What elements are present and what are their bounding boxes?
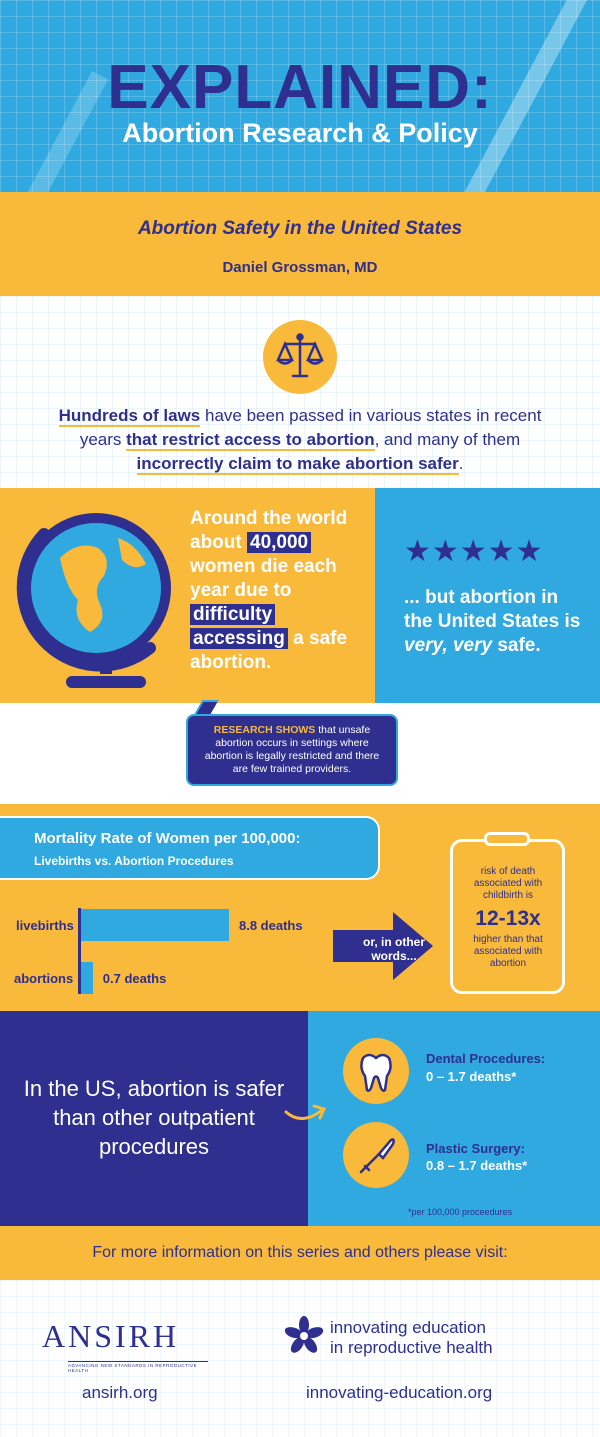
footer-logos [0, 1280, 600, 1437]
plastic-title: Plastic Surgery: [426, 1141, 525, 1156]
bar-abortions [81, 962, 93, 994]
author-name: Daniel Grossman, MD [222, 259, 378, 276]
ie-line-1: innovating education [330, 1318, 486, 1337]
risk-text-2: higher than that associated with abortion [473, 934, 543, 969]
global-text-1: Around the world about [190, 508, 348, 553]
laws-text-2: , and many of them [374, 430, 521, 449]
ie-logo-text [330, 1318, 493, 1358]
intro-band [0, 192, 600, 296]
ansirh-link[interactable]: ansirh.org [82, 1383, 158, 1402]
laws-paragraph [40, 404, 560, 476]
bar-livebirths [81, 909, 229, 941]
ansirh-tagline: ADVANCING NEW STANDARDS IN REPRODUCTIVE HEALTH [68, 1361, 208, 1371]
category-label-livebirths: livebirths [16, 918, 74, 933]
five-star-icon: ★★★★★ [404, 535, 544, 568]
arrow-text: or, in other words... [362, 935, 425, 963]
laws-text-3: . [458, 454, 464, 473]
chart-subtitle: Livebirths vs. Abortion Procedures [34, 854, 234, 868]
difficulty-highlight: difficulty [190, 604, 275, 625]
footer-visit-text: For more information on this series and others please visit: [92, 1244, 508, 1261]
mortality-label-box [0, 816, 380, 880]
topic-title: Abortion Safety in the United States [137, 218, 463, 239]
globe-icon [0, 488, 190, 703]
risk-text-1: risk of death associated with childbirth is [473, 866, 543, 901]
scalpel-icon [343, 1122, 409, 1188]
risk-multiplier: 12-13x [475, 907, 541, 930]
value-label-abortions: 0.7 deaths [102, 971, 167, 986]
laws-highlight-3: incorrectly claim to make abortion safer [136, 454, 459, 473]
flower-icon [284, 1316, 324, 1356]
research-lead: RESEARCH SHOWS [213, 724, 316, 736]
value-label-livebirths: 8.8 deaths [239, 918, 303, 933]
dental-value: 0 – 1.7 deaths* [426, 1069, 517, 1084]
page-title: EXPLAINED: [107, 53, 493, 122]
ie-line-2: in reproductive health [330, 1338, 493, 1357]
page-subtitle: Abortion Research & Policy [122, 118, 478, 148]
ie-link[interactable]: innovating-education.org [306, 1383, 493, 1402]
category-label-abortions: abortions [14, 971, 74, 986]
outpatient-text: In the US, abortion is safer than other outpatient procedures [23, 1076, 285, 1159]
curved-arrow-icon [284, 1100, 330, 1124]
global-text-3: a safe abortion. [190, 628, 348, 673]
global-deaths-text [190, 507, 365, 675]
accessing-highlight: accessing [190, 628, 288, 649]
laws-text-1: have been passed in various states in recent years [79, 406, 542, 449]
ansirh-logo: ANSIRH [42, 1318, 180, 1354]
laws-highlight-2: that restrict access to abortion [126, 430, 375, 449]
us-safe-emphasis: very, very [404, 635, 493, 656]
footnote: *per 100,000 proceedures [408, 1207, 513, 1217]
tooth-icon [343, 1038, 409, 1104]
dental-title: Dental Procedures: [426, 1051, 546, 1066]
scales-icon [263, 320, 337, 394]
plastic-value: 0.8 – 1.7 deaths* [426, 1158, 528, 1173]
chart-title: Mortality Rate of Women per 100,000: [34, 830, 301, 847]
research-callout [186, 714, 398, 786]
us-safe-text-2: safe. [492, 635, 541, 656]
research-text: that unsafe abortion occurs in settings where abortion is legally restricted and there are few trained providers. [204, 724, 380, 775]
us-safe-text-1: ... but abortion in the United States is [404, 587, 581, 632]
global-text-2: women die each year due to [190, 556, 337, 601]
clipboard-clip [484, 832, 530, 846]
deaths-count-highlight: 40,000 [247, 532, 311, 553]
laws-highlight-1: Hundreds of laws [58, 406, 201, 425]
us-safe-text [404, 586, 589, 658]
